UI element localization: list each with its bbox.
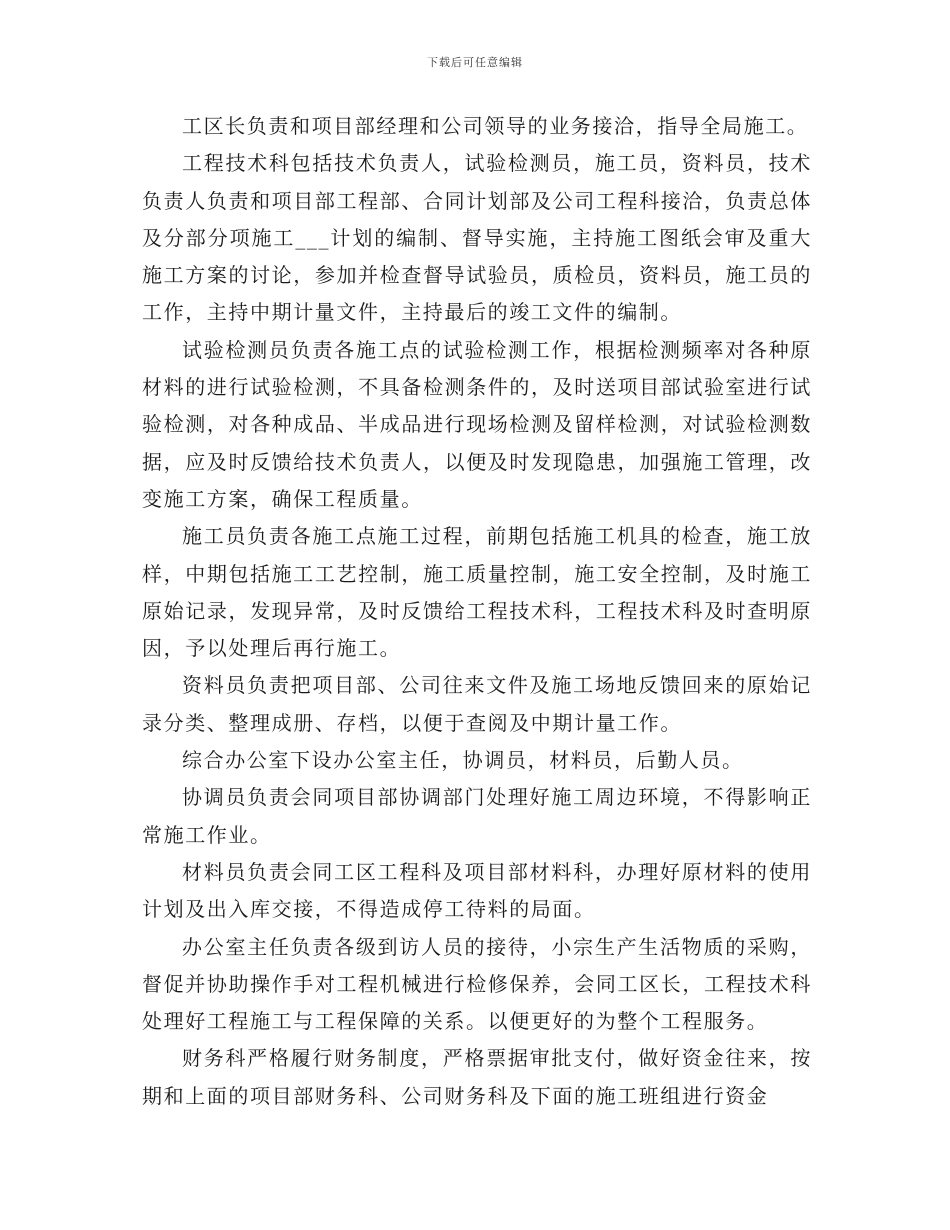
paragraph-work-area-chief: 工区长负责和项目部经理和公司领导的业务接洽，指导全局施工。 [182, 114, 809, 138]
paragraph-construction-worker: 施工员负责各施工点施工过程，前期包括施工机具的检查，施工放样，中期包括施工工艺控制，施工质量控制，施工安全控制，及时施工原始记录，发现异常，及时反馈给工程技术科，工程技术科及时查明原因，予以处理后再行施工。 [142, 524, 812, 661]
paragraph-general-office: 综合办公室下设办公室主任，协调员，材料员，后勤人员。 [182, 748, 744, 773]
paragraph-office-director: 办公室主任负责各级到访人员的接待，小宗生产生活物质的采购，督促并协助操作手对工程机械进行检修保养，会同工区长，工程技术科处理好工程施工与工程保障的关系。以便更好的为整个工程服务。 [142, 934, 812, 1034]
page-header-note: 下载后可任意编辑 [427, 56, 523, 69]
paragraph-test-inspector: 试验检测员负责各施工点的试验检测工作，根据检测频率对各种原材料的进行试验检测，不具备检测条件的，及时送项目部试验室进行试验检测，对各种成品、半成品进行现场检测及留样检测，对试验检测数据，应及时反馈给技术负责人，以便及时发现隐患，加强施工管理，改变施工方案，确保工程质量。 [142, 337, 812, 511]
paragraph-document-clerk: 资料员负责把项目部、公司往来文件及施工场地反馈回来的原始记录分类、整理成册、存档，以便于查阅及中期计量工作。 [142, 673, 812, 735]
paragraph-engineering-tech-dept: 工程技术科包括技术负责人，试验检测员，施工员，资料员，技术负责人负责和项目部工程部、合同计划部及公司工程科接洽，负责总体及分部分项施工___计划的编制、督导实施，主持施工图纸会审及重大施工方案的讨论，参加并检查督导试验员，质检员，资料员，施工员的工作，主持中期计量文件，主持最后的竣工文件的编制。 [142, 151, 812, 325]
document-body [142, 108, 812, 1115]
paragraph-finance-dept: 财务科严格履行财务制度，严格票据审批支付，做好资金往来，按期和上面的项目部财务科、公司财务科及下面的施工班组进行资金 [142, 1046, 812, 1108]
paragraph-materials-officer: 材料员负责会同工区工程科及项目部材料科，办理好原材料的使用计划及出入库交接，不得造成停工待料的局面。 [142, 859, 812, 922]
paragraph-coordinator: 协调员负责会同项目部协调部门处理好施工周边环境，不得影响正常施工作业。 [142, 785, 812, 847]
